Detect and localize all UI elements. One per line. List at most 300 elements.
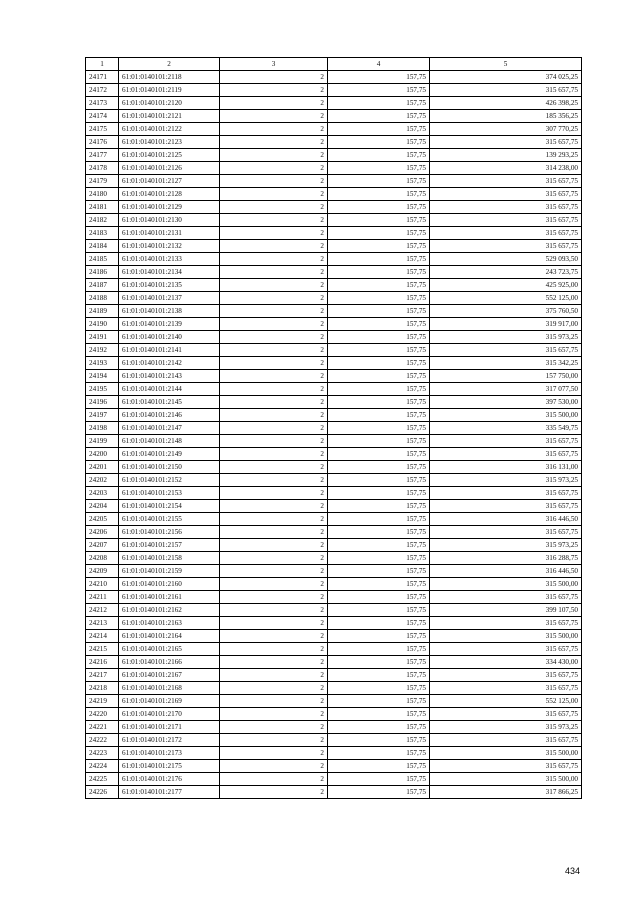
col-4-cell: 157,75 <box>328 682 430 695</box>
col-4-cell: 157,75 <box>328 747 430 760</box>
row-number-cell: 24198 <box>86 422 119 435</box>
col-3-cell: 2 <box>220 344 328 357</box>
cadastral-number-cell: 61:01:0140101:2141 <box>119 344 220 357</box>
col-3-cell: 2 <box>220 123 328 136</box>
column-header-4: 4 <box>328 58 430 71</box>
col-3-cell: 2 <box>220 214 328 227</box>
col-4-cell: 157,75 <box>328 448 430 461</box>
cadastral-number-cell: 61:01:0140101:2159 <box>119 565 220 578</box>
table-row <box>86 370 582 383</box>
cadastral-number-cell: 61:01:0140101:2171 <box>119 721 220 734</box>
col-5-cell: 315 657,75 <box>430 526 582 539</box>
table-row <box>86 695 582 708</box>
col-3-cell: 2 <box>220 656 328 669</box>
cadastral-number-cell: 61:01:0140101:2126 <box>119 162 220 175</box>
col-4-cell: 157,75 <box>328 188 430 201</box>
col-4-cell: 157,75 <box>328 513 430 526</box>
table-row <box>86 435 582 448</box>
cadastral-number-cell: 61:01:0140101:2150 <box>119 461 220 474</box>
row-number-cell: 24186 <box>86 266 119 279</box>
col-3-cell: 2 <box>220 201 328 214</box>
row-number-cell: 24202 <box>86 474 119 487</box>
col-3-cell: 2 <box>220 71 328 84</box>
col-4-cell: 157,75 <box>328 357 430 370</box>
col-5-cell: 315 973,25 <box>430 721 582 734</box>
col-4-cell: 157,75 <box>328 552 430 565</box>
table-row <box>86 149 582 162</box>
table-row <box>86 201 582 214</box>
cadastral-number-cell: 61:01:0140101:2173 <box>119 747 220 760</box>
col-3-cell: 2 <box>220 357 328 370</box>
col-3-cell: 2 <box>220 279 328 292</box>
col-3-cell: 2 <box>220 474 328 487</box>
cadastral-number-cell: 61:01:0140101:2172 <box>119 734 220 747</box>
column-header-1: 1 <box>86 58 119 71</box>
cadastral-number-cell: 61:01:0140101:2132 <box>119 240 220 253</box>
row-number-cell: 24182 <box>86 214 119 227</box>
col-3-cell: 2 <box>220 565 328 578</box>
table-row <box>86 630 582 643</box>
table-row <box>86 409 582 422</box>
col-5-cell: 307 770,25 <box>430 123 582 136</box>
table-body <box>86 71 582 799</box>
cadastral-number-cell: 61:01:0140101:2137 <box>119 292 220 305</box>
row-number-cell: 24211 <box>86 591 119 604</box>
cadastral-number-cell: 61:01:0140101:2120 <box>119 97 220 110</box>
col-5-cell: 315 657,75 <box>430 734 582 747</box>
col-3-cell: 2 <box>220 84 328 97</box>
table-row <box>86 643 582 656</box>
table-row <box>86 305 582 318</box>
row-number-cell: 24216 <box>86 656 119 669</box>
cadastral-number-cell: 61:01:0140101:2135 <box>119 279 220 292</box>
table-row <box>86 565 582 578</box>
col-4-cell: 157,75 <box>328 201 430 214</box>
row-number-cell: 24187 <box>86 279 119 292</box>
col-5-cell: 315 657,75 <box>430 617 582 630</box>
table-row <box>86 513 582 526</box>
cadastral-number-cell: 61:01:0140101:2140 <box>119 331 220 344</box>
col-5-cell: 185 356,25 <box>430 110 582 123</box>
col-5-cell: 335 549,75 <box>430 422 582 435</box>
table-row <box>86 292 582 305</box>
table-row <box>86 97 582 110</box>
cadastral-number-cell: 61:01:0140101:2127 <box>119 175 220 188</box>
col-4-cell: 157,75 <box>328 539 430 552</box>
col-4-cell: 157,75 <box>328 292 430 305</box>
cadastral-number-cell: 61:01:0140101:2158 <box>119 552 220 565</box>
cadastral-number-cell: 61:01:0140101:2166 <box>119 656 220 669</box>
col-3-cell: 2 <box>220 253 328 266</box>
col-4-cell: 157,75 <box>328 97 430 110</box>
col-4-cell: 157,75 <box>328 643 430 656</box>
cadastral-number-cell: 61:01:0140101:2155 <box>119 513 220 526</box>
row-number-cell: 24217 <box>86 669 119 682</box>
col-3-cell: 2 <box>220 409 328 422</box>
col-5-cell: 315 342,25 <box>430 357 582 370</box>
col-4-cell: 157,75 <box>328 227 430 240</box>
row-number-cell: 24179 <box>86 175 119 188</box>
col-5-cell: 315 657,75 <box>430 500 582 513</box>
cadastral-number-cell: 61:01:0140101:2123 <box>119 136 220 149</box>
col-3-cell: 2 <box>220 539 328 552</box>
col-3-cell: 2 <box>220 136 328 149</box>
cadastral-number-cell: 61:01:0140101:2130 <box>119 214 220 227</box>
col-5-cell: 315 657,75 <box>430 136 582 149</box>
table-row <box>86 227 582 240</box>
column-header-3: 3 <box>220 58 328 71</box>
cadastral-number-cell: 61:01:0140101:2163 <box>119 617 220 630</box>
col-5-cell: 315 500,00 <box>430 630 582 643</box>
cadastral-number-cell: 61:01:0140101:2129 <box>119 201 220 214</box>
col-5-cell: 399 107,50 <box>430 604 582 617</box>
row-number-cell: 24201 <box>86 461 119 474</box>
row-number-cell: 24226 <box>86 786 119 799</box>
row-number-cell: 24215 <box>86 643 119 656</box>
row-number-cell: 24225 <box>86 773 119 786</box>
row-number-cell: 24194 <box>86 370 119 383</box>
col-3-cell: 2 <box>220 500 328 513</box>
row-number-cell: 24173 <box>86 97 119 110</box>
table-row <box>86 747 582 760</box>
col-5-cell: 315 657,75 <box>430 487 582 500</box>
col-3-cell: 2 <box>220 435 328 448</box>
row-number-cell: 24212 <box>86 604 119 617</box>
col-4-cell: 157,75 <box>328 344 430 357</box>
col-4-cell: 157,75 <box>328 669 430 682</box>
row-number-cell: 24209 <box>86 565 119 578</box>
cadastral-number-cell: 61:01:0140101:2134 <box>119 266 220 279</box>
col-3-cell: 2 <box>220 682 328 695</box>
row-number-cell: 24210 <box>86 578 119 591</box>
col-3-cell: 2 <box>220 227 328 240</box>
cadastral-number-cell: 61:01:0140101:2143 <box>119 370 220 383</box>
col-5-cell: 552 125,00 <box>430 695 582 708</box>
col-5-cell: 375 760,50 <box>430 305 582 318</box>
col-5-cell: 315 657,75 <box>430 669 582 682</box>
row-number-cell: 24203 <box>86 487 119 500</box>
col-4-cell: 157,75 <box>328 708 430 721</box>
col-3-cell: 2 <box>220 773 328 786</box>
col-4-cell: 157,75 <box>328 305 430 318</box>
table-row <box>86 214 582 227</box>
cadastral-number-cell: 61:01:0140101:2160 <box>119 578 220 591</box>
col-3-cell: 2 <box>220 630 328 643</box>
col-5-cell: 315 657,75 <box>430 227 582 240</box>
col-3-cell: 2 <box>220 448 328 461</box>
header-row <box>86 58 582 71</box>
col-3-cell: 2 <box>220 292 328 305</box>
col-5-cell: 316 288,75 <box>430 552 582 565</box>
row-number-cell: 24222 <box>86 734 119 747</box>
col-4-cell: 157,75 <box>328 721 430 734</box>
table-row <box>86 110 582 123</box>
col-5-cell: 315 657,75 <box>430 448 582 461</box>
table-row <box>86 552 582 565</box>
cadastral-number-cell: 61:01:0140101:2145 <box>119 396 220 409</box>
col-3-cell: 2 <box>220 188 328 201</box>
col-4-cell: 157,75 <box>328 617 430 630</box>
col-3-cell: 2 <box>220 110 328 123</box>
table-row <box>86 123 582 136</box>
col-4-cell: 157,75 <box>328 591 430 604</box>
col-5-cell: 334 430,00 <box>430 656 582 669</box>
cadastral-number-cell: 61:01:0140101:2133 <box>119 253 220 266</box>
cadastral-number-cell: 61:01:0140101:2156 <box>119 526 220 539</box>
row-number-cell: 24181 <box>86 201 119 214</box>
table-row <box>86 526 582 539</box>
col-4-cell: 157,75 <box>328 110 430 123</box>
col-5-cell: 529 093,50 <box>430 253 582 266</box>
table-row <box>86 318 582 331</box>
row-number-cell: 24175 <box>86 123 119 136</box>
col-5-cell: 315 500,00 <box>430 578 582 591</box>
col-4-cell: 157,75 <box>328 474 430 487</box>
row-number-cell: 24171 <box>86 71 119 84</box>
row-number-cell: 24174 <box>86 110 119 123</box>
cadastral-number-cell: 61:01:0140101:2157 <box>119 539 220 552</box>
cadastral-number-cell: 61:01:0140101:2121 <box>119 110 220 123</box>
col-3-cell: 2 <box>220 721 328 734</box>
col-4-cell: 157,75 <box>328 409 430 422</box>
col-5-cell: 315 657,75 <box>430 214 582 227</box>
col-4-cell: 157,75 <box>328 578 430 591</box>
col-3-cell: 2 <box>220 708 328 721</box>
col-5-cell: 317 077,50 <box>430 383 582 396</box>
col-3-cell: 2 <box>220 461 328 474</box>
row-number-cell: 24178 <box>86 162 119 175</box>
row-number-cell: 24190 <box>86 318 119 331</box>
cadastral-number-cell: 61:01:0140101:2162 <box>119 604 220 617</box>
col-5-cell: 315 973,25 <box>430 331 582 344</box>
col-5-cell: 315 500,00 <box>430 747 582 760</box>
row-number-cell: 24191 <box>86 331 119 344</box>
table-row <box>86 396 582 409</box>
table-row <box>86 760 582 773</box>
cadastral-number-cell: 61:01:0140101:2131 <box>119 227 220 240</box>
col-5-cell: 315 657,75 <box>430 201 582 214</box>
col-4-cell: 157,75 <box>328 760 430 773</box>
column-header-5: 5 <box>430 58 582 71</box>
table-row <box>86 578 582 591</box>
cadastral-number-cell: 61:01:0140101:2161 <box>119 591 220 604</box>
col-3-cell: 2 <box>220 591 328 604</box>
col-5-cell: 315 500,00 <box>430 773 582 786</box>
col-4-cell: 157,75 <box>328 383 430 396</box>
col-4-cell: 157,75 <box>328 279 430 292</box>
col-4-cell: 157,75 <box>328 123 430 136</box>
cadastral-number-cell: 61:01:0140101:2154 <box>119 500 220 513</box>
col-3-cell: 2 <box>220 97 328 110</box>
col-4-cell: 157,75 <box>328 695 430 708</box>
table-row <box>86 71 582 84</box>
col-5-cell: 315 657,75 <box>430 643 582 656</box>
col-4-cell: 157,75 <box>328 786 430 799</box>
table-row <box>86 357 582 370</box>
col-5-cell: 552 125,00 <box>430 292 582 305</box>
col-3-cell: 2 <box>220 669 328 682</box>
col-4-cell: 157,75 <box>328 253 430 266</box>
cadastral-number-cell: 61:01:0140101:2139 <box>119 318 220 331</box>
col-4-cell: 157,75 <box>328 396 430 409</box>
col-3-cell: 2 <box>220 149 328 162</box>
table-row <box>86 136 582 149</box>
col-5-cell: 315 657,75 <box>430 240 582 253</box>
row-number-cell: 24184 <box>86 240 119 253</box>
table-row <box>86 656 582 669</box>
table-row <box>86 162 582 175</box>
table-row <box>86 617 582 630</box>
table-row <box>86 539 582 552</box>
cadastral-number-cell: 61:01:0140101:2153 <box>119 487 220 500</box>
col-5-cell: 397 530,00 <box>430 396 582 409</box>
cadastral-number-cell: 61:01:0140101:2142 <box>119 357 220 370</box>
col-3-cell: 2 <box>220 695 328 708</box>
row-number-cell: 24204 <box>86 500 119 513</box>
cadastral-number-cell: 61:01:0140101:2167 <box>119 669 220 682</box>
col-4-cell: 157,75 <box>328 656 430 669</box>
col-5-cell: 315 657,75 <box>430 188 582 201</box>
col-4-cell: 157,75 <box>328 318 430 331</box>
col-5-cell: 315 657,75 <box>430 84 582 97</box>
row-number-cell: 24205 <box>86 513 119 526</box>
col-3-cell: 2 <box>220 331 328 344</box>
cadastral-number-cell: 61:01:0140101:2176 <box>119 773 220 786</box>
table-row <box>86 721 582 734</box>
cadastral-number-cell: 61:01:0140101:2125 <box>119 149 220 162</box>
col-5-cell: 316 131,00 <box>430 461 582 474</box>
col-3-cell: 2 <box>220 487 328 500</box>
col-5-cell: 315 500,00 <box>430 409 582 422</box>
table-row <box>86 253 582 266</box>
table-row <box>86 591 582 604</box>
cadastral-number-cell: 61:01:0140101:2146 <box>119 409 220 422</box>
col-4-cell: 157,75 <box>328 370 430 383</box>
table-row <box>86 175 582 188</box>
row-number-cell: 24220 <box>86 708 119 721</box>
col-5-cell: 314 238,00 <box>430 162 582 175</box>
data-table <box>85 57 582 799</box>
cadastral-number-cell: 61:01:0140101:2170 <box>119 708 220 721</box>
col-3-cell: 2 <box>220 643 328 656</box>
col-3-cell: 2 <box>220 318 328 331</box>
row-number-cell: 24185 <box>86 253 119 266</box>
row-number-cell: 24207 <box>86 539 119 552</box>
col-3-cell: 2 <box>220 370 328 383</box>
table-row <box>86 422 582 435</box>
col-5-cell: 315 657,75 <box>430 591 582 604</box>
row-number-cell: 24188 <box>86 292 119 305</box>
col-4-cell: 157,75 <box>328 149 430 162</box>
col-3-cell: 2 <box>220 266 328 279</box>
cadastral-number-cell: 61:01:0140101:2177 <box>119 786 220 799</box>
table-row <box>86 344 582 357</box>
col-5-cell: 315 973,25 <box>430 539 582 552</box>
table-row <box>86 383 582 396</box>
col-4-cell: 157,75 <box>328 266 430 279</box>
table-row <box>86 188 582 201</box>
col-4-cell: 157,75 <box>328 240 430 253</box>
table-row <box>86 734 582 747</box>
table-row <box>86 240 582 253</box>
col-4-cell: 157,75 <box>328 773 430 786</box>
row-number-cell: 24176 <box>86 136 119 149</box>
col-3-cell: 2 <box>220 786 328 799</box>
cadastral-number-cell: 61:01:0140101:2144 <box>119 383 220 396</box>
row-number-cell: 24224 <box>86 760 119 773</box>
col-4-cell: 157,75 <box>328 565 430 578</box>
cadastral-number-cell: 61:01:0140101:2128 <box>119 188 220 201</box>
col-3-cell: 2 <box>220 175 328 188</box>
col-5-cell: 316 446,50 <box>430 565 582 578</box>
row-number-cell: 24223 <box>86 747 119 760</box>
col-4-cell: 157,75 <box>328 734 430 747</box>
col-5-cell: 315 657,75 <box>430 760 582 773</box>
row-number-cell: 24197 <box>86 409 119 422</box>
table-row <box>86 279 582 292</box>
col-4-cell: 157,75 <box>328 175 430 188</box>
col-4-cell: 157,75 <box>328 422 430 435</box>
col-4-cell: 157,75 <box>328 500 430 513</box>
row-number-cell: 24219 <box>86 695 119 708</box>
table-row <box>86 786 582 799</box>
col-5-cell: 315 657,75 <box>430 344 582 357</box>
row-number-cell: 24195 <box>86 383 119 396</box>
col-4-cell: 157,75 <box>328 435 430 448</box>
col-3-cell: 2 <box>220 747 328 760</box>
col-3-cell: 2 <box>220 305 328 318</box>
cadastral-number-cell: 61:01:0140101:2168 <box>119 682 220 695</box>
col-5-cell: 139 293,25 <box>430 149 582 162</box>
col-5-cell: 319 917,00 <box>430 318 582 331</box>
row-number-cell: 24180 <box>86 188 119 201</box>
cadastral-number-cell: 61:01:0140101:2119 <box>119 84 220 97</box>
row-number-cell: 24206 <box>86 526 119 539</box>
row-number-cell: 24193 <box>86 357 119 370</box>
col-4-cell: 157,75 <box>328 214 430 227</box>
cadastral-number-cell: 61:01:0140101:2122 <box>119 123 220 136</box>
col-5-cell: 157 750,00 <box>430 370 582 383</box>
col-3-cell: 2 <box>220 760 328 773</box>
page-number: 434 <box>565 866 581 876</box>
table-row <box>86 448 582 461</box>
row-number-cell: 24221 <box>86 721 119 734</box>
col-3-cell: 2 <box>220 734 328 747</box>
col-3-cell: 2 <box>220 162 328 175</box>
column-header-2: 2 <box>119 58 220 71</box>
row-number-cell: 24192 <box>86 344 119 357</box>
col-4-cell: 157,75 <box>328 630 430 643</box>
table-row <box>86 474 582 487</box>
col-4-cell: 157,75 <box>328 461 430 474</box>
col-3-cell: 2 <box>220 604 328 617</box>
cadastral-number-cell: 61:01:0140101:2152 <box>119 474 220 487</box>
row-number-cell: 24196 <box>86 396 119 409</box>
col-4-cell: 157,75 <box>328 604 430 617</box>
col-4-cell: 157,75 <box>328 84 430 97</box>
table-row <box>86 669 582 682</box>
col-3-cell: 2 <box>220 240 328 253</box>
col-5-cell: 374 025,25 <box>430 71 582 84</box>
cadastral-number-cell: 61:01:0140101:2118 <box>119 71 220 84</box>
col-5-cell: 315 657,75 <box>430 175 582 188</box>
row-number-cell: 24213 <box>86 617 119 630</box>
row-number-cell: 24208 <box>86 552 119 565</box>
row-number-cell: 24189 <box>86 305 119 318</box>
table-row <box>86 500 582 513</box>
col-4-cell: 157,75 <box>328 71 430 84</box>
col-4-cell: 157,75 <box>328 331 430 344</box>
